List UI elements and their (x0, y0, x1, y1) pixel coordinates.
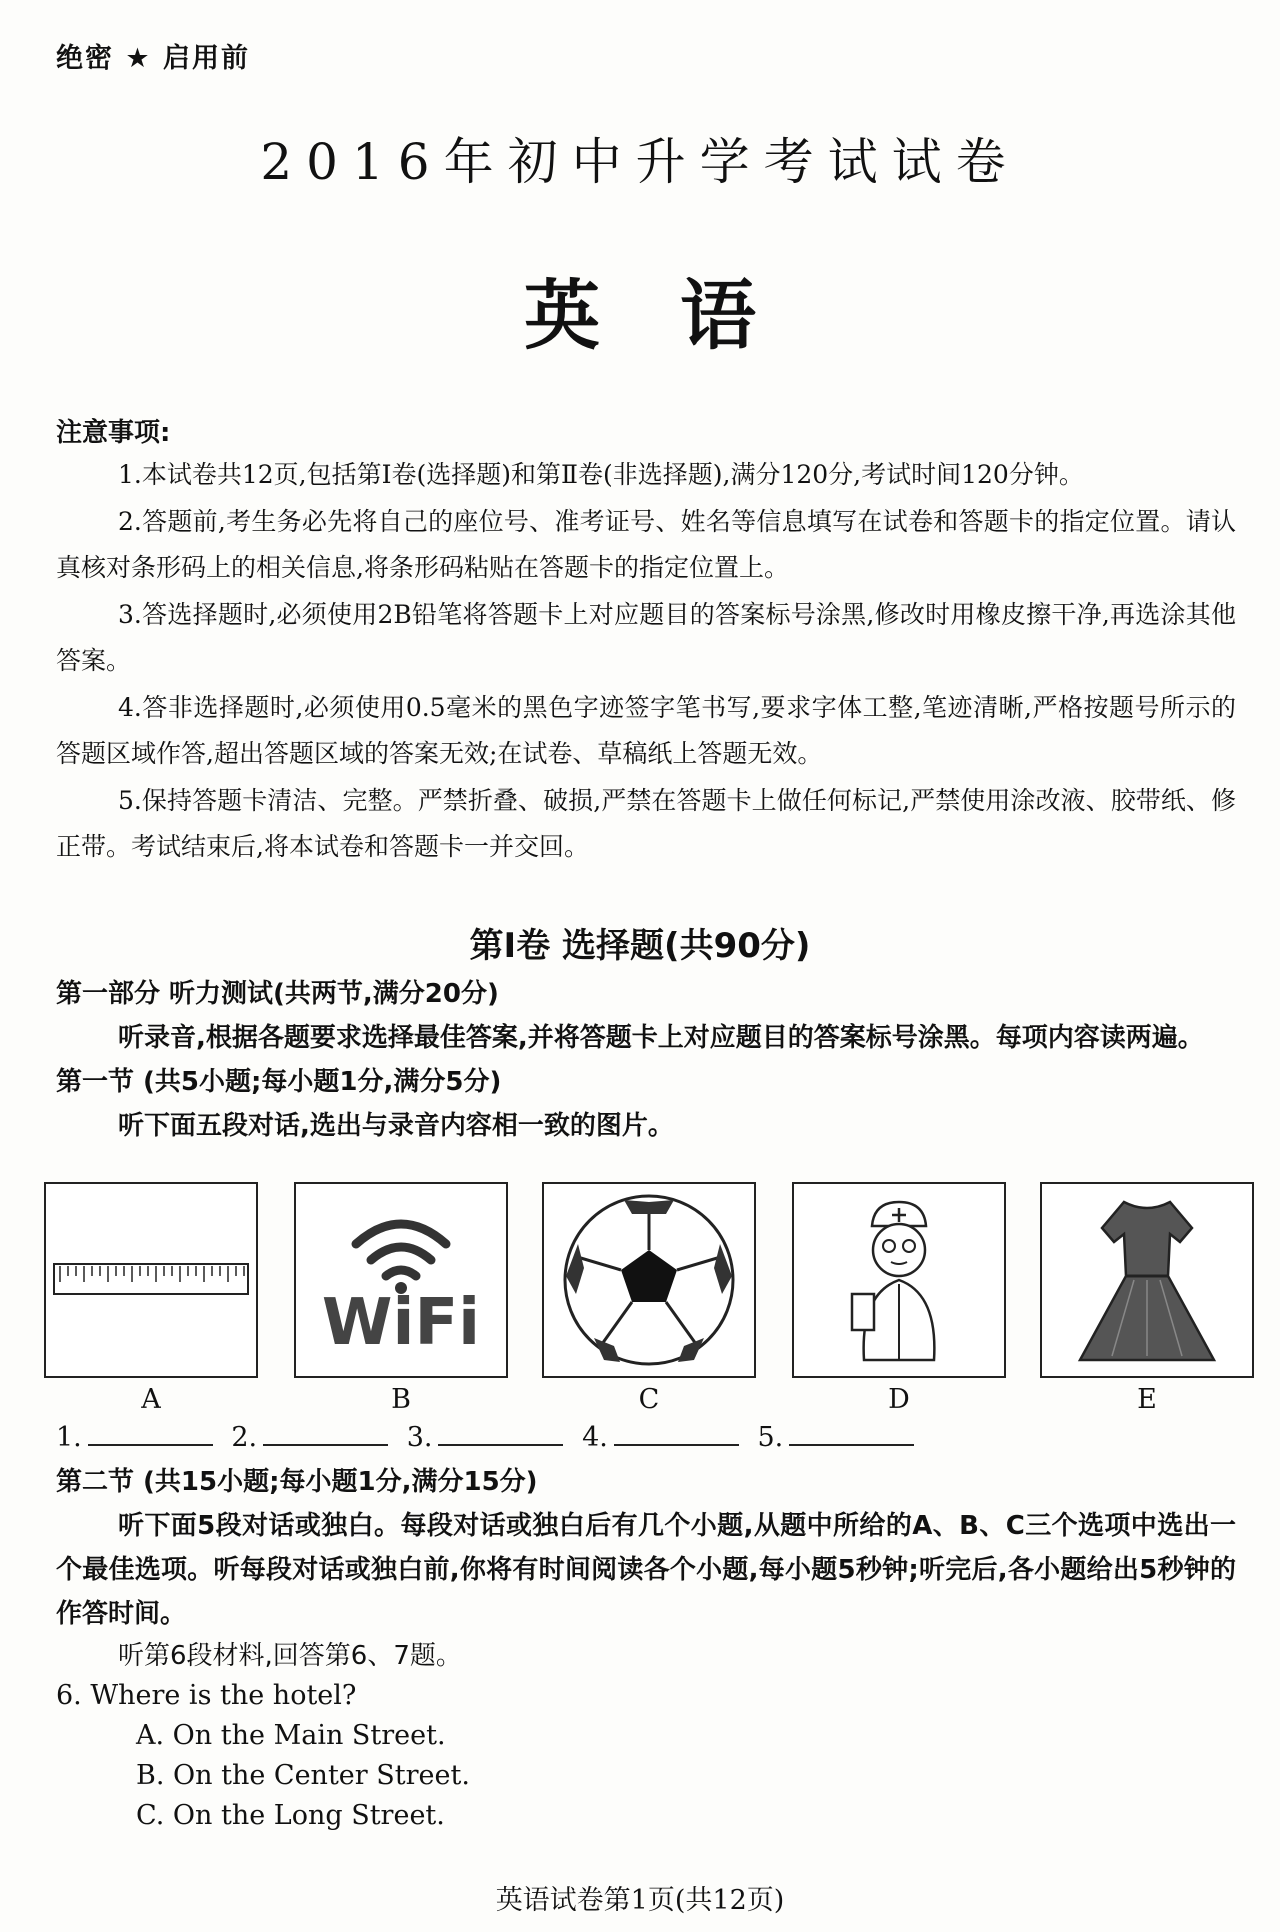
section1-heading: 第一节 (共5小题;每小题1分,满分5分) (56, 1067, 502, 1097)
option-c: C. On the Long Street. (136, 1800, 445, 1831)
question-stem: 6. Where is the hotel? (56, 1680, 357, 1711)
notes-heading: 注意事项: (56, 418, 171, 448)
answer-blank[interactable] (789, 1420, 914, 1446)
question-6 (56, 1676, 470, 1836)
note-item: 1.本试卷共12页,包括第Ⅰ卷(选择题)和第Ⅱ卷(非选择题),满分120分,考试时间120分钟。 (118, 460, 1084, 489)
picture-label: E (1137, 1384, 1157, 1415)
material-note: 听第6段材料,回答第6、7题。 (118, 1641, 462, 1671)
blank-number: 3. (406, 1422, 433, 1453)
picture-options (44, 1182, 1254, 1415)
answer-blanks (56, 1420, 924, 1453)
part1-instruction: 听录音,根据各题要求选择最佳答案,并将答题卡上对应题目的答案标号涂黑。每项内容读两遍。 (118, 1023, 1204, 1053)
picture-label: C (638, 1384, 660, 1415)
svg-text:WiFi: WiFi (321, 1286, 481, 1360)
note-item: 5.保持答题卡清洁、完整。严禁折叠、破损,严禁在答题卡上做任何标记,严禁使用涂改液、胶带纸、修正带。考试结束后,将本试卷和答题卡一并交回。 (56, 785, 1236, 861)
blank-number: 2. (231, 1422, 258, 1453)
answer-blank[interactable] (438, 1420, 563, 1446)
section2-instruction: 听下面5段对话或独白。每段对话或独白后有几个小题,从题中所给的A、B、C三个选项中选出一个最佳选项。听每段对话或独白前,你将有时间阅读各个小题,每小题5秒钟;听完后,各小题给出5秒钟的作答时间。 (56, 1511, 1236, 1629)
option-a: A. On the Main Street. (136, 1720, 446, 1751)
part1-heading: 第一部分 听力测试(共两节,满分20分) (56, 979, 499, 1009)
picture-option (542, 1182, 756, 1415)
wifi-icon (294, 1182, 508, 1378)
picture-option (294, 1182, 508, 1415)
page-footer: 英语试卷第1页(共12页) (495, 1885, 785, 1916)
note-item: 4.答非选择题时,必须使用0.5毫米的黑色字迹签字笔书写,要求字体工整,笔迹清晰,严格按题号所示的答题区域作答,超出答题区域的答案无效;在试卷、草稿纸上答题无效。 (56, 692, 1236, 768)
blank-number: 5. (757, 1422, 784, 1453)
picture-option (1040, 1182, 1254, 1415)
picture-label: A (141, 1384, 161, 1415)
blank-number: 4. (582, 1422, 608, 1453)
secret-label: 绝密 ★ 启用前 (56, 43, 251, 74)
picture-option (44, 1182, 258, 1415)
blank-number: 1. (56, 1422, 82, 1453)
note-item: 2.答题前,考生务必先将自己的座位号、准考证号、姓名等信息填写在试卷和答题卡的指定位置。请认真核对条形码上的相关信息,将条形码粘贴在答题卡的指定位置上。 (56, 506, 1236, 582)
section1-instruction: 听下面五段对话,选出与录音内容相一致的图片。 (118, 1111, 674, 1141)
ruler-icon (44, 1182, 258, 1378)
picture-label: B (391, 1384, 411, 1415)
part1-block (56, 972, 1236, 1148)
soccer-ball-icon (542, 1182, 756, 1378)
dress-icon (1040, 1182, 1254, 1378)
section2-heading: 第二节 (共15小题;每小题1分,满分15分) (56, 1467, 538, 1497)
volume-title: 第Ⅰ卷 选择题(共90分) (469, 926, 811, 966)
doctor-icon (792, 1182, 1006, 1378)
answer-blank[interactable] (263, 1420, 388, 1446)
subject-title: 英语 (524, 271, 836, 360)
section2-block (56, 1460, 1236, 1636)
picture-label: D (888, 1384, 910, 1415)
notes-list (56, 452, 1236, 871)
exam-title: 2016年初中升学考试试卷 (260, 133, 1020, 191)
answer-blank[interactable] (88, 1420, 213, 1446)
note-item: 3.答选择题时,必须使用2B铅笔将答题卡上对应题目的答案标号涂黑,修改时用橡皮擦干净,再选涂其他答案。 (56, 599, 1236, 675)
picture-option (792, 1182, 1006, 1415)
option-b: B. On the Center Street. (136, 1760, 470, 1791)
answer-blank[interactable] (614, 1420, 739, 1446)
